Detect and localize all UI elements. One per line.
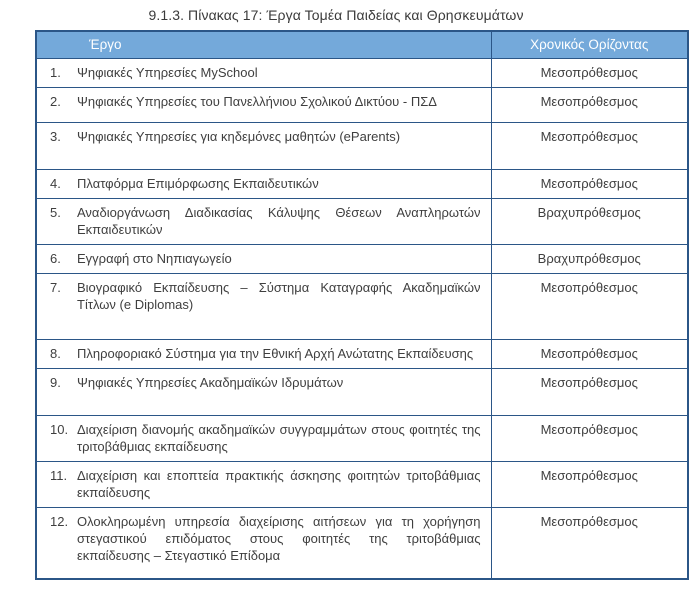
table-row — [36, 244, 688, 273]
table-row — [36, 368, 688, 415]
row-number: 3. — [50, 128, 61, 144]
table-row — [36, 461, 688, 507]
project-name: Διαχείριση και εποπτεία πρακτικής άσκησης φοιτητών τριτοβάθμιας εκπαίδευσης — [77, 467, 481, 500]
project-name: Ψηφιακές Υπηρεσίες για κηδεμόνες μαθητών (eParents) — [77, 128, 401, 144]
row-number: 2. — [50, 93, 61, 109]
table-caption: 9.1.3. Πίνακας 17: Έργα Τομέα Παιδείας και Θρησκευμάτων — [148, 7, 524, 23]
horizon-cell: Μεσοπρόθεσμος — [491, 368, 688, 415]
horizon-cell: Μεσοπρόθεσμος — [491, 507, 688, 579]
horizon-cell: Μεσοπρόθεσμος — [491, 415, 688, 461]
project-name: Διαχείριση διανομής ακαδημαϊκών συγγραμμάτων στους φοιτητές της τριτοβάθμιας εκπαίδευσης — [77, 421, 481, 454]
horizon-cell: Μεσοπρόθεσμος — [491, 58, 688, 87]
project-cell — [36, 461, 491, 507]
project-cell — [36, 368, 491, 415]
project-name: Πληροφοριακό Σύστημα για την Εθνική Αρχή Ανώτατης Εκπαίδευσης — [77, 345, 474, 361]
project-cell — [36, 169, 491, 198]
column-header-horizon: Χρονικός Ορίζοντας — [491, 31, 688, 58]
table-row — [36, 198, 688, 244]
table-row — [36, 507, 688, 579]
project-name: Ψηφιακές Υπηρεσίες Ακαδημαϊκών Ιδρυμάτων — [77, 374, 344, 390]
table-row — [36, 415, 688, 461]
project-cell — [36, 244, 491, 273]
projects-table — [35, 30, 689, 580]
horizon-cell: Μεσοπρόθεσμος — [491, 273, 688, 339]
column-header-project: Έργο — [36, 31, 491, 58]
table-row — [36, 339, 688, 368]
row-number: 7. — [50, 279, 61, 295]
project-name: Πλατφόρμα Επιμόρφωσης Εκπαιδευτικών — [77, 175, 319, 191]
row-number: 12. — [50, 513, 69, 529]
project-name: Ψηφιακές Υπηρεσίες του Πανελλήνιου Σχολικού Δικτύου - ΠΣΔ — [77, 93, 437, 109]
row-number: 8. — [50, 345, 61, 361]
table-row — [36, 169, 688, 198]
row-number: 1. — [50, 64, 61, 80]
table-row — [36, 273, 688, 339]
project-cell — [36, 198, 491, 244]
horizon-cell: Βραχυπρόθεσμος — [491, 244, 688, 273]
project-cell — [36, 58, 491, 87]
horizon-cell: Μεσοπρόθεσμος — [491, 122, 688, 169]
project-name: Εγγραφή στο Νηπιαγωγείο — [77, 250, 232, 266]
horizon-cell: Μεσοπρόθεσμος — [491, 461, 688, 507]
project-name: Αναδιοργάνωση Διαδικασίας Κάλυψης Θέσεων Αναπληρωτών Εκπαιδευτικών — [77, 204, 481, 237]
table-row — [36, 87, 688, 122]
horizon-cell: Μεσοπρόθεσμος — [491, 169, 688, 198]
project-cell — [36, 507, 491, 579]
project-cell — [36, 339, 491, 368]
project-cell — [36, 87, 491, 122]
table-row — [36, 122, 688, 169]
row-number: 10. — [50, 421, 69, 437]
row-number: 5. — [50, 204, 61, 220]
project-name: Ψηφιακές Υπηρεσίες MySchool — [77, 64, 258, 80]
row-number: 11. — [50, 467, 68, 483]
project-cell — [36, 415, 491, 461]
project-cell — [36, 122, 491, 169]
project-name: Βιογραφικό Εκπαίδευσης – Σύστημα Καταγραφής Ακαδημαϊκών Τίτλων (e Diplomas) — [77, 279, 481, 312]
horizon-cell: Μεσοπρόθεσμος — [491, 339, 688, 368]
project-cell — [36, 273, 491, 339]
row-number: 6. — [50, 250, 61, 266]
table-body — [36, 58, 688, 579]
horizon-cell: Βραχυπρόθεσμος — [491, 198, 688, 244]
header-row — [36, 31, 688, 58]
table-row — [36, 58, 688, 87]
horizon-cell: Μεσοπρόθεσμος — [491, 87, 688, 122]
row-number: 4. — [50, 175, 61, 191]
project-name: Ολοκληρωμένη υπηρεσία διαχείρισης αιτήσεων για τη χορήγηση στεγαστικού επιδόματος στους φοιτητές της τριτοβάθμιας εκπαίδευσης – Στεγαστικό Επίδομα — [77, 513, 481, 563]
row-number: 9. — [50, 374, 61, 390]
